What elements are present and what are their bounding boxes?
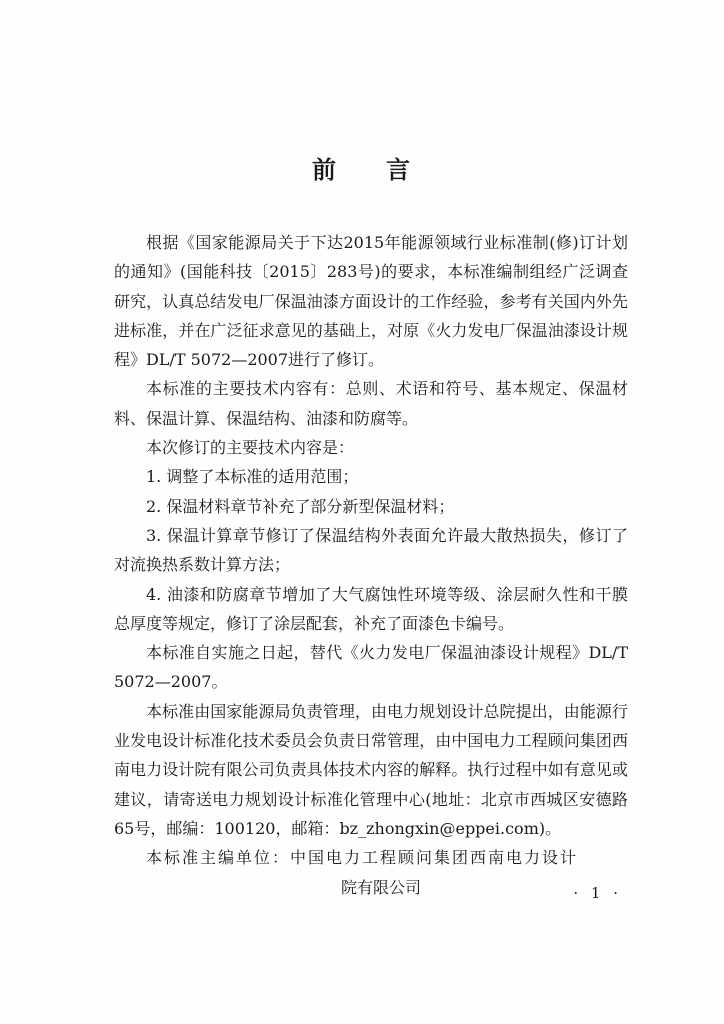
preface-body [114,228,628,902]
paragraph-replacement: 本标准自实施之日起，替代《火力发电厂保温油漆设计规程》DL/T 5072—2007。 [114,643,628,692]
paragraph-basis: 根据《国家能源局关于下达2015年能源领域行业标准制(修)订计划的通知》(国能科技〔2015〕283号)的要求，本标准编制组经广泛调查研究，认真总结发电厂保温油漆方面设计的工作经验，参考有关国内外先进标准，并在广泛征求意见的基础上，对原《火力发电厂保温油漆设计规程》DL/T 5072—2007进行了修订。 [114,233,628,370]
title-char-2: 言 [386,155,412,184]
page-title [0,150,724,185]
editor-unit-continuation: 院有限公司 [340,877,421,897]
list-item-revision-3: 3. 保温计算章节修订了保温结构外表面允许最大散热损失，修订了对流换热系数计算方法； [114,525,628,575]
paragraph-main-content: 本标准的主要技术内容有：总则、术语和符号、基本规定、保温材料、保温计算、保温结构、油漆和防腐等。 [114,379,628,428]
page-number: · 1 · [573,884,622,902]
list-item-revision-1: 1. 调整了本标准的适用范围； [146,467,359,487]
paragraph-management: 本标准由国家能源局负责管理，由电力规划设计总院提出，由能源行业发电设计标准化技术委员会负责日常管理，由中国电力工程顾问集团西南电力设计院有限公司负责具体技术内容的解释。执行过程中如有意见或建议，请寄送电力规划设计标准化管理中心(地址：北京市西城区安德路65号，邮编：100120，邮箱：bz_zhongxin@eppei.com)。 [114,701,628,838]
list-item-revision-4: 4. 油漆和防腐章节增加了大气腐蚀性环境等级、涂层耐久性和干膜总厚度等规定，修订了涂层配套，补充了面漆色卡编号。 [114,584,628,633]
list-item-revision-2: 2. 保温材料章节补充了部分新型保温材料； [146,496,455,516]
title-char-1: 前 [312,155,338,184]
editor-unit-line [114,843,628,872]
editor-label: 本标准主编单位： [146,848,291,868]
paragraph-revision-intro: 本次修订的主要技术内容是： [146,438,355,458]
editor-unit-name: 中国电力工程顾问集团西南电力设计 [290,848,579,868]
